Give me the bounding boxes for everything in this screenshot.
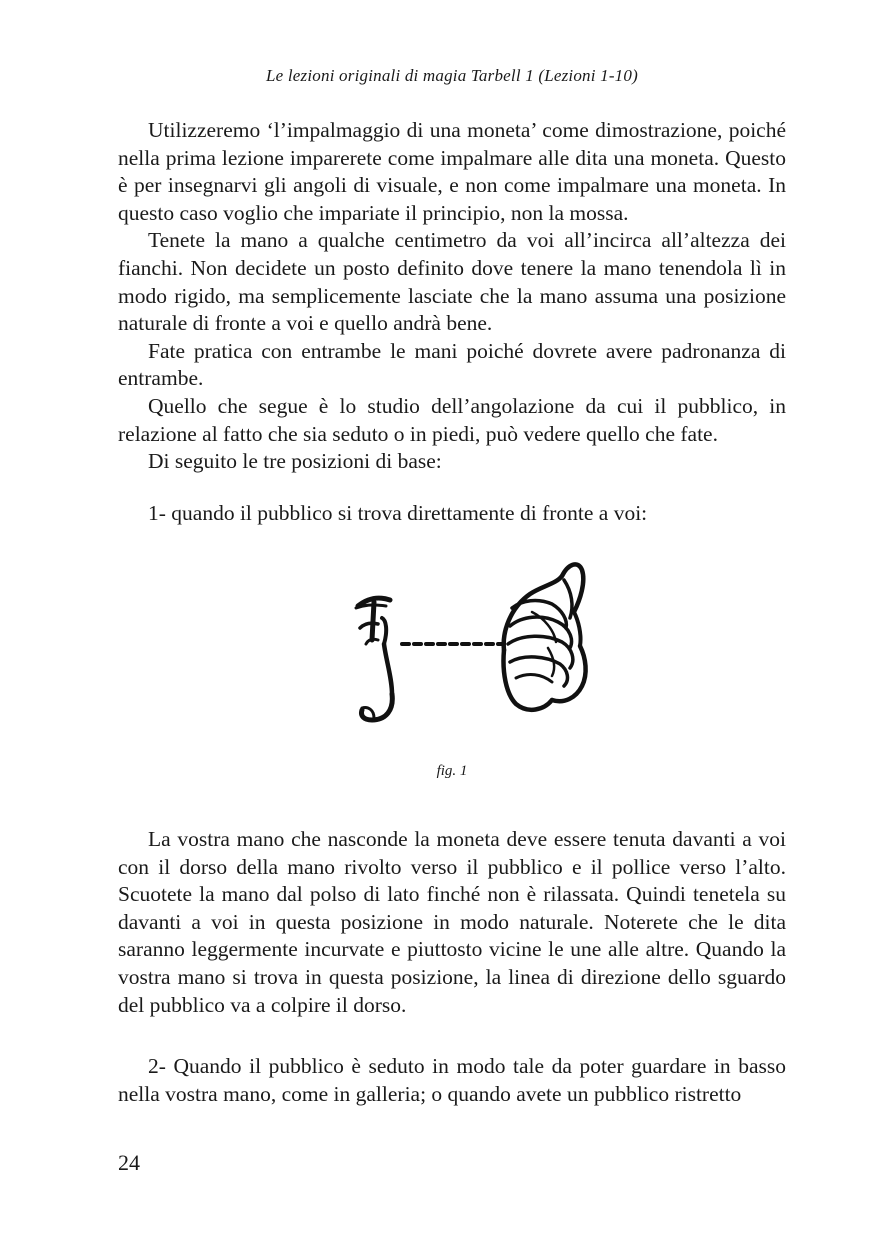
body-text-after-figure (118, 826, 786, 1019)
paragraph: 2- Quando il pubblico è seduto in modo tale da poter guardare in basso nella vostra mano, come in galleria; o quando avete un pubblico ristretto (118, 1054, 786, 1106)
figure-hand-drawing (316, 548, 608, 748)
paragraph: Fate pratica con entrambe le mani poiché dovrete avere padronanza di entrambe. (118, 338, 786, 391)
paragraph: Tenete la mano a qualche centimetro da voi all’incirca all’altezza dei fianchi. Non decidete un posto definito dove tenere la mano tenendola lì in modo rigido, ma semplicemente lasciate che la mano assuma una posizione naturale di fronte a voi e quello andrà bene. (118, 228, 786, 336)
paragraph: Utilizzeremo ‘l’impalmaggio di una moneta’ come dimostrazione, poiché nella prima lezione imparerete come impalmare alle dita una moneta. Questo è per insegnarvi gli angoli di visuale, e non come impalmare una moneta. In questo caso voglio che impariate il principio, non la mossa. (118, 118, 786, 225)
paragraph: Quello che segue è lo studio dell’angolazione da cui il pubblico, in relazione al fatto che sia seduto o in piedi, può vedere quello che fate. (118, 393, 786, 446)
hand-sketch-illustration (316, 548, 608, 748)
paragraph: 1- quando il pubblico si trova direttamente di fronte a voi: (148, 501, 648, 525)
page-number: 24 (118, 1150, 140, 1175)
position-2-intro (118, 1053, 786, 1108)
body-text-intro (118, 117, 786, 476)
figure-caption: fig. 1 (436, 763, 468, 779)
paragraph: La vostra mano che nasconde la moneta deve essere tenuta davanti a voi con il dorso della mano rivolto verso il pubblico e il pollice verso l’alto. Scuotete la mano dal polso di lato finché non è rilassata. Quindi tenetela su davanti a voi in questa posizione in modo naturale. Noterete che le dita saranno leggermente incurvate e piuttosto vicine le une alle altre. Quando la vostra mano si trova in questa posizione, la linea di direzione dello sguardo del pubblico va a colpire il dorso. (118, 827, 786, 1017)
book-page (118, 0, 786, 1240)
running-header: Le lezioni originali di magia Tarbell 1 (Lezioni 1-10) (266, 66, 638, 85)
position-1-intro (118, 500, 786, 528)
paragraph: Di seguito le tre posizioni di base: (148, 449, 442, 474)
